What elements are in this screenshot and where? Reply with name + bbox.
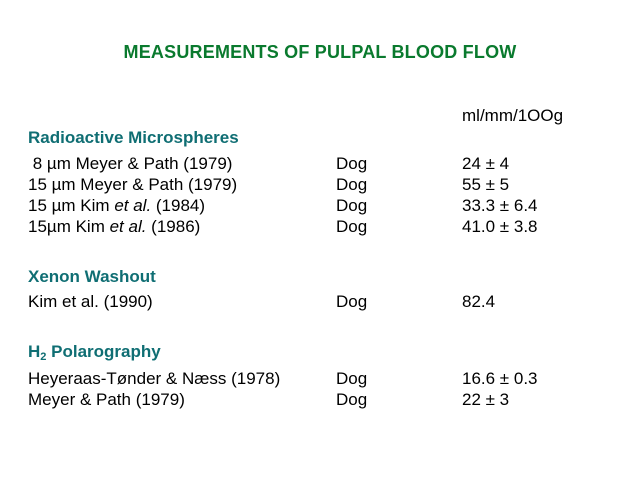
table-row (28, 153, 628, 174)
reference-cell: 8 µm Meyer & Path (1979) (28, 154, 233, 173)
section-heading-h2: $H_2$ Polarography (28, 342, 161, 363)
reference-cell: Meyer & Path (1979) (28, 390, 185, 409)
species-cell: Dog (336, 390, 368, 409)
table-row (28, 216, 628, 237)
table-row (28, 174, 628, 195)
value-cell: 22 ± 3 (462, 390, 510, 409)
value-cell: 16.6 ± 0.3 (462, 369, 538, 388)
reference-cell: 15 µm Meyer & Path (1979) (28, 175, 238, 194)
reference-cell: Kim et al. (1990) (28, 292, 153, 311)
page-title: MEASUREMENTS OF PULPAL BLOOD FLOW (123, 42, 517, 62)
value-cell: 41.0 ± 3.8 (462, 217, 538, 236)
value-cell: 82.4 (462, 292, 496, 311)
value-cell: 55 ± 5 (462, 175, 510, 194)
reference-cell: 15 µm Kim et al. (1984) (28, 196, 206, 215)
reference-cell: Heyeraas-Tønder & Næss (1978) (28, 369, 281, 388)
species-cell: Dog (336, 217, 368, 236)
value-cell: 33.3 ± 6.4 (462, 196, 538, 215)
reference-cell: 15µm Kim et al. (1986) (28, 217, 201, 236)
section-heading-xenon: Xenon Washout (28, 267, 156, 286)
value-cell: 24 ± 4 (462, 154, 510, 173)
species-cell: Dog (336, 292, 368, 311)
species-cell: Dog (336, 175, 368, 194)
units-label: ml/mm/1OOg (462, 106, 564, 125)
species-cell: Dog (336, 369, 368, 388)
species-cell: Dog (336, 154, 368, 173)
section-heading-microspheres: Radioactive Microspheres (28, 128, 239, 147)
table-row (28, 389, 628, 410)
table-row (28, 368, 628, 389)
table-row (28, 291, 628, 312)
table-row (28, 195, 628, 216)
species-cell: Dog (336, 196, 368, 215)
